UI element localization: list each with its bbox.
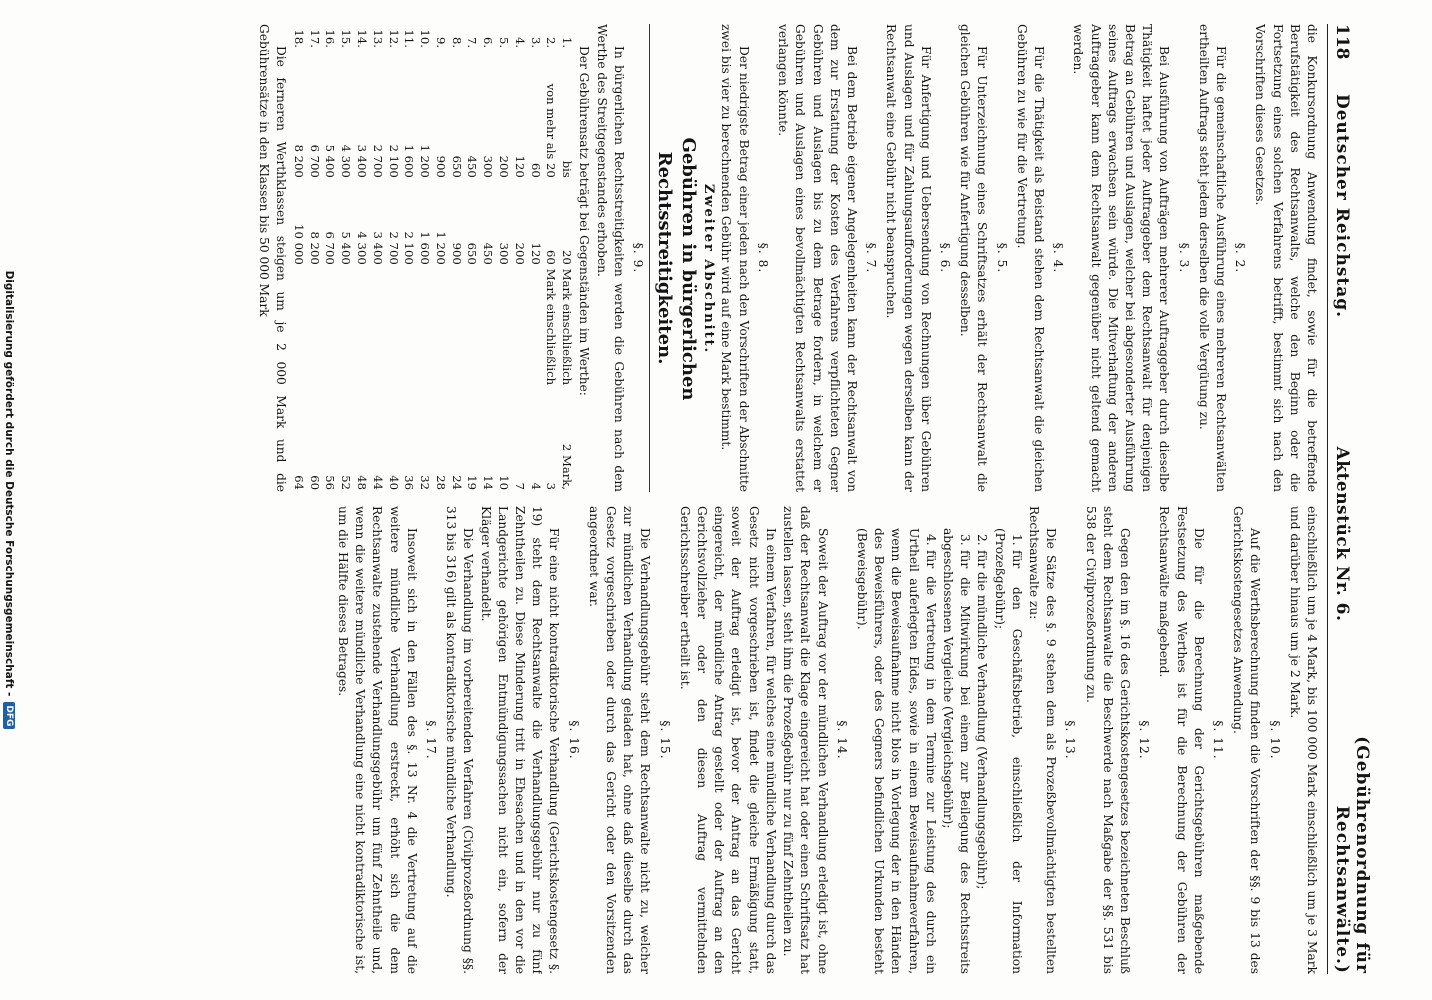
paragraph: Insoweit sich in den Fällen des §. 13 Nr. 4 die Vertretung auf die weitere mündliche Verhandlung erstreckt, erhöht sich die dem Rechtsanwalte zustehende Verhandlungsgebühr um fünf Zehntheile und, wenn die weitere mündliche Verhandlung eine nicht kontradiktorische ist, um die Hälfte dieses Betrages. (336, 506, 419, 974)
table-cell-to: 1 600 (418, 231, 433, 265)
page-number: 118 (1332, 24, 1352, 60)
stamp-text: Digitalisierung gefördert durch die Deutsche Forschungsgemeinschaft - (3, 270, 15, 697)
table-cell-spacer (495, 180, 511, 208)
table-cell-from: 900 (433, 155, 448, 178)
paragraph: Für die gemeinschaftliche Ausführung eines mehreren Rechtsanwälten ertheilten Auftrags steht jedem derselben die volle Vergütung zu. (1196, 24, 1228, 492)
header-running-title: (Gebührenordnung für Rechtsanwälte.) (1332, 736, 1372, 974)
table-row (353, 24, 369, 492)
paragraph: Bei Ausführung von Aufträgen mehrerer Auftraggeber durch dieselbe Thätigkeit haftet jeder Auftraggeber dem Rechtsanwalt für denjenigen Betrag an Gebühren und Auslagen, welcher bei abgesonderter Ausführung seines Auftrags erwachsen sein würde. Die Mitverhaftung der anderen Auftraggeber kann dem Rechtsanwalt gegenüber nicht geltend gemacht werden. (1071, 24, 1172, 492)
section-heading: §. 17. (424, 720, 439, 760)
section-heading: §. 16. (566, 720, 581, 760)
text-columns (28, 24, 1320, 974)
table-cell-to: 650 (465, 242, 480, 265)
table-cell-fee: 4 (528, 482, 543, 490)
table-cell-to: 5 400 (339, 231, 354, 265)
section-heading: §. 10. (1267, 720, 1282, 760)
paragraph: Soweit der Auftrag vor der mündlichen Verhandlung erledigt ist, ohne daß der Rechtsanwalt die Klage eingereicht hat oder einen Schriftsatz hat zustellen lassen, steht ihm die Prozeßgebühr nur zu fünf Zehntheilen zu. (781, 506, 830, 974)
table-row (306, 24, 322, 492)
section-heading: §. 11. (1210, 720, 1225, 760)
table-cell-no: 8. (449, 36, 464, 48)
table-cell-desc (306, 267, 322, 426)
table-cell-to: 8 200 (307, 231, 322, 265)
table-cell-to: 300 (497, 242, 512, 265)
table-cell-spacer (353, 180, 369, 208)
paragraph: Gegen den im §. 16 des Gerichtskostengesetzes bezeichneten Beschluß steht dem Rechtsanwalte die Beschwerde nach Maßgabe der §§. 531 bis 538 der Civilprozeßordnung zu. (1083, 506, 1132, 974)
table-row (337, 24, 353, 492)
table-cell-from: 2 700 (370, 144, 385, 178)
paragraph: Die Verhandlung im vorbereitenden Verfahren (Civilprozeßordnung §§. 313 bis 316) gilt als kontradiktorische mündliche Verhandlung. (444, 506, 476, 974)
enumerated-list (853, 506, 1025, 974)
table-cell-to: 3 400 (370, 231, 385, 265)
table-cell-to: 1 200 (433, 231, 448, 265)
table-cell-from: 1 600 (402, 144, 417, 178)
table-row (448, 24, 464, 492)
table-cell-desc (448, 267, 464, 426)
table-cell-no: 3. (528, 36, 543, 48)
table-cell-fee: 2 Mark, (560, 443, 575, 490)
table-cell-fee: 40 (386, 475, 401, 490)
section-heading: §. 4. (1051, 242, 1066, 274)
table-cell-from: 3 400 (354, 144, 369, 178)
table-cell-to: 200 (512, 242, 527, 265)
table-cell-spacer (511, 180, 527, 208)
table-cell-no: 17. (307, 29, 322, 48)
table-row (401, 24, 417, 492)
table-cell-no: 14. (354, 29, 369, 48)
table-cell-no: 13. (370, 29, 385, 48)
table-cell-desc (401, 267, 417, 426)
header-subtitle: Aktenstück Nr. 6. (1332, 446, 1352, 622)
table-cell-no: 7. (465, 36, 480, 48)
table-cell-desc (432, 267, 448, 426)
table-cell-from: 4 300 (339, 144, 354, 178)
table-row (290, 24, 306, 492)
table-cell-desc (337, 267, 353, 426)
paragraph: Für Anfertigung und Uebersendung von Rechnungen über Gebühren und Auslagen und für Zahlungsaufforderungen wegen derselben kann der Rechtsanwalt eine Gebühr nicht beanspruchen. (884, 24, 933, 492)
table-cell-no: 9. (433, 36, 448, 48)
paragraph: einschließlich um je 4 Mark, bis 100 000 Mark einschließlich um je 3 Mark und darüber hinaus um je 2 Mark. (1287, 506, 1319, 974)
table-cell-no: 6. (481, 36, 496, 48)
table-cell-from: 5 400 (323, 144, 338, 178)
paragraph: Für Unterzeichnung eines Schriftsatzes erhält der Rechtsanwalt die gleichen Gebühren wie für Anfertigung desselben. (958, 24, 990, 492)
table-cell-fee: 60 (307, 475, 322, 490)
table-cell-desc (527, 267, 543, 426)
paragraph: Die Sätze des §. 9 stehen dem als Prozeßbevollmächtigten bestellten Rechtsanwalte zu: (1026, 506, 1059, 974)
list-item: 3. für die Mitwirkung bei einem zur Beilegung des Rechtsstreits abgeschlossenen Vergleiche (Vergleichsgebühr); (940, 528, 973, 974)
paragraph: die Konkursordnung Anwendung findet, sowie für die betreffende Berufstätigkeit des Rechtsanwalts, welche den Beginn oder die Fortsetzung eines solchen Verfahrens betrifft, bestimmt sich nach den Vorschriften dieses Gesetzes. (1253, 24, 1319, 492)
paragraph: Die Verhandlungsgebühr steht dem Rechtsanwalte nicht zu, welcher zur mündlichen Verhandlung geladen hat, ohne daß dieselbe durch das Gesetz vorgeschrieben oder durch das Gericht oder den Vorsitzenden angeordnet war. (586, 506, 653, 974)
header-title: Deutscher Reichstag. (1332, 94, 1352, 319)
table-cell-spacer (369, 180, 385, 208)
table-cell-no: 11. (402, 29, 417, 48)
table-cell-spacer (416, 180, 432, 208)
table-cell-to: 450 (481, 242, 496, 265)
paragraph: In bürgerlichen Rechtsstreitigkeiten werden die Gebühren nach dem Werthe des Streitgegenstandes erhoben. (594, 24, 626, 492)
table-cell-to: 10 000 (291, 224, 306, 265)
table-row (558, 24, 574, 492)
table-cell-from: 200 (497, 155, 512, 178)
section-heading: §. 6. (937, 242, 952, 274)
table-cell-from: 1 200 (418, 144, 433, 178)
table-cell-spacer (527, 180, 543, 208)
table-cell-from: bis (560, 160, 575, 178)
table-intro: Der Gebührensatz beträgt bei Gegenständen im Werthe: (577, 46, 592, 396)
page-header (1327, 24, 1372, 974)
table-row (480, 24, 496, 492)
table-cell-no: 16. (323, 29, 338, 48)
table-cell-to: 2 100 (402, 231, 417, 265)
table-cell-desc: Mark einschließlich (544, 268, 559, 386)
table-row (527, 24, 543, 492)
table-cell-spacer (290, 180, 306, 208)
table-cell-from: 2 100 (386, 144, 401, 178)
paragraph: Die ferneren Werthklassen steigen um je 2 000 Mark und die Gebührensätze in den Klassen bis 50 000 Mark (256, 24, 288, 492)
list-item: 1. für den Geschäftsbetrieb, einschließlich der Information (Prozeßgebühr); (992, 528, 1024, 974)
table-cell-fee: 32 (418, 475, 433, 490)
table-cell-fee: 3 (544, 482, 559, 490)
table-row (511, 24, 527, 492)
table-cell-spacer (464, 180, 480, 208)
page-content (28, 24, 1372, 974)
right-column (28, 506, 1320, 974)
table-cell-spacer (385, 180, 401, 208)
section-heading: §. 2. (1233, 242, 1248, 274)
table-cell-from: 120 (512, 155, 527, 178)
table-cell-to: 900 (449, 242, 464, 265)
table-cell-no: 1. (560, 36, 575, 48)
chapter-title: Gebühren in bürgerlichen Rechtsstreitigkeiten. (649, 24, 700, 492)
table-cell-fee: 36 (402, 475, 417, 490)
section-heading: §. 12. (1137, 720, 1152, 760)
table-row (322, 24, 338, 492)
table-cell-desc (290, 267, 306, 426)
table-cell-spacer (337, 180, 353, 208)
table-cell-from: 6 700 (307, 144, 322, 178)
table-cell-to: 4 300 (354, 231, 369, 265)
table-cell-desc (480, 267, 496, 426)
paragraph: Der niedrigste Betrag einer jeden nach den Vorschriften der Abschnitte zwei bis vier zu berechnenden Gebühr wird auf eine Mark bestimmt. (719, 24, 751, 492)
table-cell-spacer (306, 180, 322, 208)
paragraph: Die für die Berechnung der Gerichtsgebühren maßgebende Festsetzung des Werthes ist für die Berechnung der Gebühren der Rechtsanwälte maßgebend. (1157, 506, 1206, 974)
table-cell-desc (464, 267, 480, 426)
list-item: 4. für die Vertretung in dem Termine zur Leistung des durch ein Urtheil auferlegten Eides, sowie in einem Beweisaufnahmeverfahren, wenn die Beweisaufnahme nicht blos in Vorlegung der in den Händen des Beweisführers, oder des Gegners befindlichen Urkunden besteht (Beweisgebühr). (854, 528, 938, 974)
section-heading: §. 5. (994, 242, 1009, 274)
table-row (543, 24, 559, 492)
table-cell-spacer (448, 180, 464, 208)
table-cell-from: 8 200 (291, 144, 306, 178)
section-heading: §. 7. (864, 242, 879, 274)
table-cell-no: 12. (386, 29, 401, 48)
table-cell-fee: 19 (465, 475, 480, 490)
table-cell-spacer (558, 180, 574, 208)
table-cell-spacer (432, 180, 448, 208)
table-cell-no: 5. (497, 36, 512, 48)
table-cell-fee: 24 (449, 475, 464, 490)
table-row (416, 24, 432, 492)
table-cell-fee: 56 (323, 475, 338, 490)
table-cell-desc (322, 267, 338, 426)
section-heading: §. 3. (1176, 242, 1191, 274)
table-cell-fee: 64 (291, 475, 306, 490)
section-heading: §. 13. (1063, 720, 1078, 760)
table-cell-fee: 52 (339, 475, 354, 490)
section-heading: §. 9. (631, 242, 646, 274)
table-cell-from: 60 (528, 163, 543, 178)
table-cell-to: 60 (544, 249, 559, 265)
table-cell-desc (416, 267, 432, 426)
table-cell-spacer (401, 180, 417, 208)
paragraph: Bei dem Betrieb eigener Angelegenheiten kann der Rechtsanwalt von dem zur Erstattung der Kosten des Verfahrens verpflichteten Gegner Gebühren und Auslagen bis zu dem Betrage fordern, in welchem er Gebühren und Auslagen eines bevollmächtigten Rechtsanwalts erstattet verlangen könnte. (776, 24, 859, 492)
table-cell-desc (511, 267, 527, 426)
table-cell-fee: 7 (512, 482, 527, 490)
table-cell-spacer (322, 180, 338, 208)
paragraph: Auf die Werthsberechnung finden die Vorschriften der §§. 9 bis 13 des Gerichtskostengesetzes Anwendung. (1231, 506, 1263, 974)
table-cell-from: 300 (481, 155, 496, 178)
list-item: 2. für die mündliche Verhandlung (Verhandlungsgebühr); (975, 534, 990, 890)
table-row (495, 24, 511, 492)
table-row (464, 24, 480, 492)
table-cell-from: 450 (465, 155, 480, 178)
section-heading: §. 14. (834, 720, 849, 760)
paragraph: In einem Verfahren, für welches eine mündliche Verhandlung durch das Gesetz nicht vorgeschrieben ist, findet die gleiche Ermäßigung statt, soweit der Auftrag erledigt ist, bevor der Antrag an das Gericht eingereicht, der mündliche Antrag gestellt oder der Auftrag an den Gerichtsvollzieher oder den diesen Auftrag vermittelnden Gerichtsschreiber ertheilt ist. (677, 506, 778, 974)
paragraph: Für die Thätigkeit als Beistand stehen dem Rechtsanwalt die gleichen Gebühren zu wie für die Vertretung. (1014, 24, 1046, 492)
table-cell-no: 4. (512, 36, 527, 48)
table-cell-fee: 10 (497, 475, 512, 490)
table-cell-desc (495, 267, 511, 426)
table-row (369, 24, 385, 492)
section-heading: §. 8. (755, 242, 770, 274)
table-cell-fee: 44 (370, 475, 385, 490)
table-cell-no: 10. (418, 29, 433, 48)
fee-table (290, 24, 574, 492)
table-cell-fee: 14 (481, 475, 496, 490)
table-cell-fee: 48 (354, 475, 369, 490)
table-cell-from: von mehr als 20 (544, 83, 559, 178)
table-cell-to: 2 700 (386, 231, 401, 265)
table-cell-to: 6 700 (323, 231, 338, 265)
dfg-logo-icon: DFG (3, 702, 15, 729)
section-heading: §. 15. (657, 720, 672, 760)
table-cell-spacer (543, 180, 559, 208)
digitization-stamp (0, 0, 18, 1000)
table-cell-no: 15. (339, 29, 354, 48)
table-cell-to: 120 (528, 242, 543, 265)
table-cell-desc: Mark einschließlich (560, 268, 575, 386)
table-cell-desc (353, 267, 369, 426)
table-cell-to: 20 (560, 249, 575, 265)
table-cell-desc (385, 267, 401, 426)
left-column (28, 24, 1320, 492)
table-row (385, 24, 401, 492)
paragraph: Für eine nicht kontradiktorische Verhandlung (Gerichtskostengesetz §. 19) steht dem Rechtsanwalte die Verhandlungsgebühr nur zu fünf Zehntheilen zu. Diese Minderung tritt in Ehesachen und in den vor die Landgerichte gehörigen Entmündigungssachen nicht ein, sofern der Kläger verhandelt. (478, 506, 562, 974)
table-cell-fee: 28 (433, 475, 448, 490)
table-cell-desc (369, 267, 385, 426)
table-cell-no: 2. (544, 36, 559, 48)
table-cell-spacer (480, 180, 496, 208)
table-cell-from: 650 (449, 155, 464, 178)
table-row (432, 24, 448, 492)
table-cell-no: 18. (291, 29, 306, 48)
abschnitt-heading: Zweiter Abschnitt. (701, 183, 717, 355)
